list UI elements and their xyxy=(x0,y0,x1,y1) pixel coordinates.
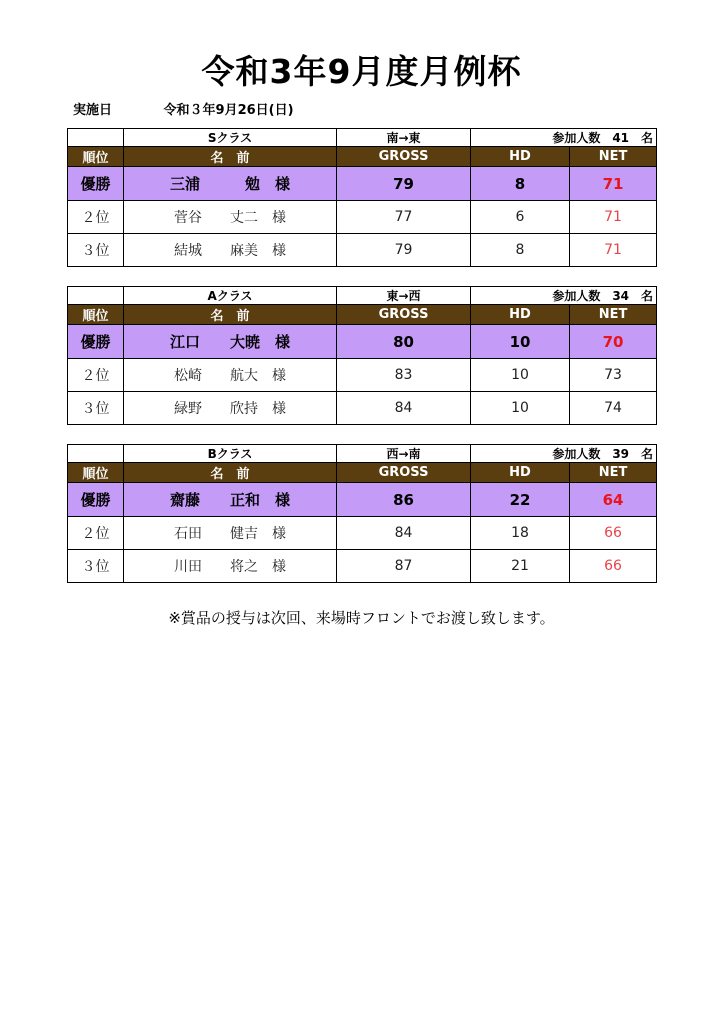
net-cell: 71 xyxy=(570,167,657,201)
class-name: Sクラス xyxy=(124,129,337,147)
class-name: Bクラス xyxy=(124,445,337,463)
rank-cell: 優勝 xyxy=(68,325,124,359)
column-header-row xyxy=(68,463,657,483)
hd-cell: 8 xyxy=(471,234,570,267)
header-name: 名 前 xyxy=(124,305,337,325)
header-rank: 順位 xyxy=(68,147,124,167)
hd-cell: 10 xyxy=(471,359,570,392)
net-cell: 74 xyxy=(570,392,657,425)
rank-cell: ２位 xyxy=(68,359,124,392)
header-net: NET xyxy=(570,147,657,167)
rank-cell: ３位 xyxy=(68,550,124,583)
participant-count: 参加人数 39 名 xyxy=(471,445,657,463)
gross-cell: 86 xyxy=(337,483,471,517)
page-title: 令和3年9月度月例杯 xyxy=(201,52,522,91)
hd-cell: 8 xyxy=(471,167,570,201)
class-name: Aクラス xyxy=(124,287,337,305)
rank-cell: ３位 xyxy=(68,234,124,267)
header-gross: GROSS xyxy=(337,463,471,483)
table-row-winner xyxy=(68,325,657,359)
header-net: NET xyxy=(570,463,657,483)
column-header-row xyxy=(68,147,657,167)
header-hd: HD xyxy=(471,463,570,483)
rank-cell: 優勝 xyxy=(68,167,124,201)
header-name: 名 前 xyxy=(124,147,337,167)
player-name: 菅谷 丈二 様 xyxy=(174,210,286,226)
rank-cell: ２位 xyxy=(68,201,124,234)
header-net: NET xyxy=(570,305,657,325)
gross-cell: 87 xyxy=(337,550,471,583)
hd-cell: 6 xyxy=(471,201,570,234)
player-name: 齋藤 正和 様 xyxy=(169,491,290,509)
rank-cell: 優勝 xyxy=(68,483,124,517)
results-table-s-class xyxy=(67,128,657,267)
event-date xyxy=(73,99,294,118)
player-name: 江口 大暁 様 xyxy=(169,333,290,351)
table-row xyxy=(68,550,657,583)
course-route: 東→西 xyxy=(337,287,471,305)
hd-cell: 22 xyxy=(471,483,570,517)
course-route: 西→南 xyxy=(337,445,471,463)
date-label: 実施日 xyxy=(73,103,113,118)
player-name: 石田 健吉 様 xyxy=(174,526,286,542)
gross-cell: 83 xyxy=(337,359,471,392)
hd-cell: 10 xyxy=(471,392,570,425)
header-rank: 順位 xyxy=(68,305,124,325)
award-note: ※賞品の授与は次回、来場時フロントでお渡し致します。 xyxy=(168,609,555,627)
participant-count: 参加人数 41 名 xyxy=(471,129,657,147)
net-cell: 70 xyxy=(570,325,657,359)
table-row-winner xyxy=(68,167,657,201)
gross-cell: 84 xyxy=(337,392,471,425)
header-rank: 順位 xyxy=(68,463,124,483)
results-table-b-class xyxy=(67,444,657,583)
net-cell: 66 xyxy=(570,550,657,583)
table-row-winner xyxy=(68,483,657,517)
table-row xyxy=(68,517,657,550)
header-name: 名 前 xyxy=(124,463,337,483)
date-value: 令和３年9月26日(日) xyxy=(163,103,294,118)
table-row xyxy=(68,359,657,392)
table-row xyxy=(68,201,657,234)
net-cell: 64 xyxy=(570,483,657,517)
class-info-row xyxy=(68,287,657,305)
class-info-row xyxy=(68,445,657,463)
gross-cell: 84 xyxy=(337,517,471,550)
class-info-row xyxy=(68,129,657,147)
header-hd: HD xyxy=(471,147,570,167)
results-table-a-class xyxy=(67,286,657,425)
rank-cell: ３位 xyxy=(68,392,124,425)
course-route: 南→東 xyxy=(337,129,471,147)
net-cell: 66 xyxy=(570,517,657,550)
table-row xyxy=(68,234,657,267)
rank-cell: ２位 xyxy=(68,517,124,550)
player-name: 結城 麻美 様 xyxy=(174,243,286,259)
hd-cell: 21 xyxy=(471,550,570,583)
player-name: 三浦 勉 様 xyxy=(169,175,290,193)
gross-cell: 79 xyxy=(337,234,471,267)
gross-cell: 80 xyxy=(337,325,471,359)
hd-cell: 10 xyxy=(471,325,570,359)
table-row xyxy=(68,392,657,425)
player-name: 緑野 欣持 様 xyxy=(174,401,286,417)
header-hd: HD xyxy=(471,305,570,325)
player-name: 川田 将之 様 xyxy=(174,559,286,575)
column-header-row xyxy=(68,305,657,325)
net-cell: 71 xyxy=(570,201,657,234)
gross-cell: 79 xyxy=(337,167,471,201)
hd-cell: 18 xyxy=(471,517,570,550)
net-cell: 71 xyxy=(570,234,657,267)
gross-cell: 77 xyxy=(337,201,471,234)
net-cell: 73 xyxy=(570,359,657,392)
player-name: 松崎 航大 様 xyxy=(174,368,286,384)
header-gross: GROSS xyxy=(337,305,471,325)
participant-count: 参加人数 34 名 xyxy=(471,287,657,305)
header-gross: GROSS xyxy=(337,147,471,167)
